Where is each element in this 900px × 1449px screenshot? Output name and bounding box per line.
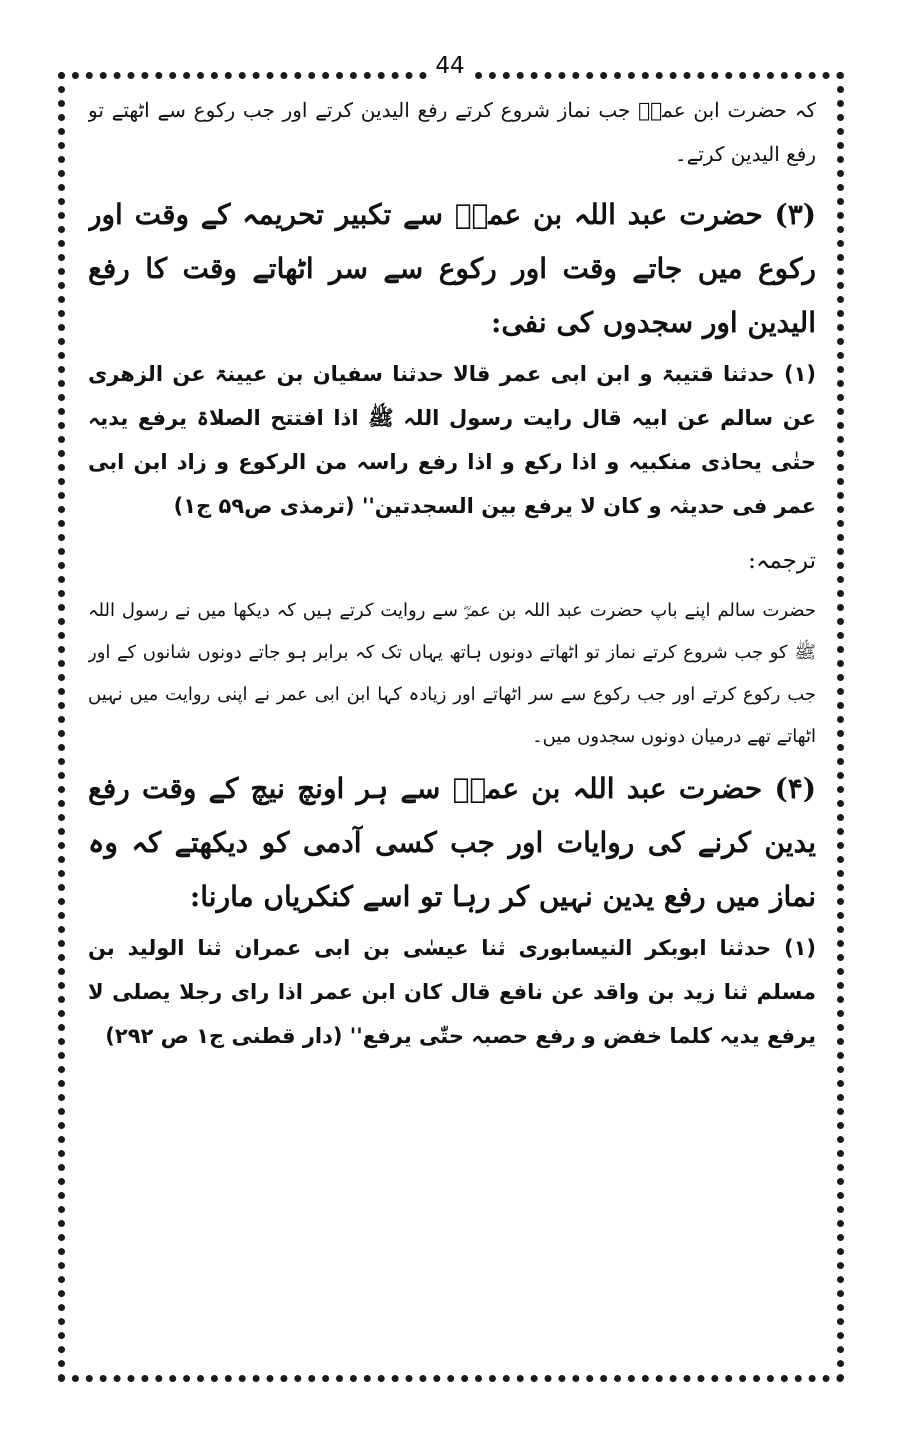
- section-4-heading: (۴) حضرت عبد اللہ بن عمرؓ سے ہر اونچ نیچ کے وقت رفع یدین کرنے کی روایات اور جب کسی آدمی کو دیکھتے کہ وہ نماز میں رفع یدین نہیں کر رہا تو اسے کنکریاں مارنا:: [88, 772, 816, 913]
- page-content: [88, 88, 816, 1368]
- intro-paragraph: کہ حضرت ابن عمرؓ جب نماز شروع کرتے رفع الیدین کرتے اور جب رکوع سے اٹھتے تو رفع الیدین کرتے۔: [88, 98, 816, 166]
- translation-label: ترجمہ:: [748, 548, 816, 574]
- page-number: 44: [0, 53, 900, 79]
- section-4-hadith: (۱) حدثنا ابوبکر النیسابوری ثنا عیسٰی بن ابی عمران ثنا الولید بن مسلم ثنا زید بن واقد عن نافع قال کان ابن عمر اذا رای رجلا یصلی لا یرفع یدیہ کلما خفض و رفع حصبہ حتّٰی یرفع'' (دار قطنی ج۱ ص ۲۹۲): [88, 936, 816, 1048]
- section-3-heading: (۳) حضرت عبد اللہ بن عمرؓ سے تکبیر تحریمہ کے وقت اور رکوع میں جاتے وقت اور رکوع سے سر اٹھاتے وقت کا رفع الیدین اور سجدوں کی نفی:: [88, 198, 816, 339]
- section-3-hadith: (۱) حدثنا قتیبۃ و ابن ابی عمر قالا حدثنا سفیان بن عیینۃ عن الزھری عن سالم عن ابیہ قال رایت رسول اللہ ﷺ اذا افتتح الصلاۃ یرفع یدیہ حتٰی یحاذی منکبیہ و اذا رکع و اذا رفع راسہ من الرکوع و زاد ابن ابی عمر فی حدیثہ و کان لا یرفع بین السجدتین'' (ترمذی ص۵۹ ج۱): [88, 362, 816, 518]
- section-3-translation: حضرت سالم اپنے باپ حضرت عبد اللہ بن عمرؓ سے روایت کرتے ہیں کہ دیکھا میں نے رسول اللہ ﷺ کو جب شروع کرتے نماز تو اٹھاتے دونوں ہاتھ یہاں تک کہ برابر ہو جاتے دونوں شانوں کے اور جب رکوع کرتے اور جب رکوع سے سر اٹھاتے اور زیادہ کہا ابن ابی عمر نے اپنی روایت میں نہیں اٹھاتے تھے درمیان دونوں سجدوں میں۔: [88, 600, 816, 747]
